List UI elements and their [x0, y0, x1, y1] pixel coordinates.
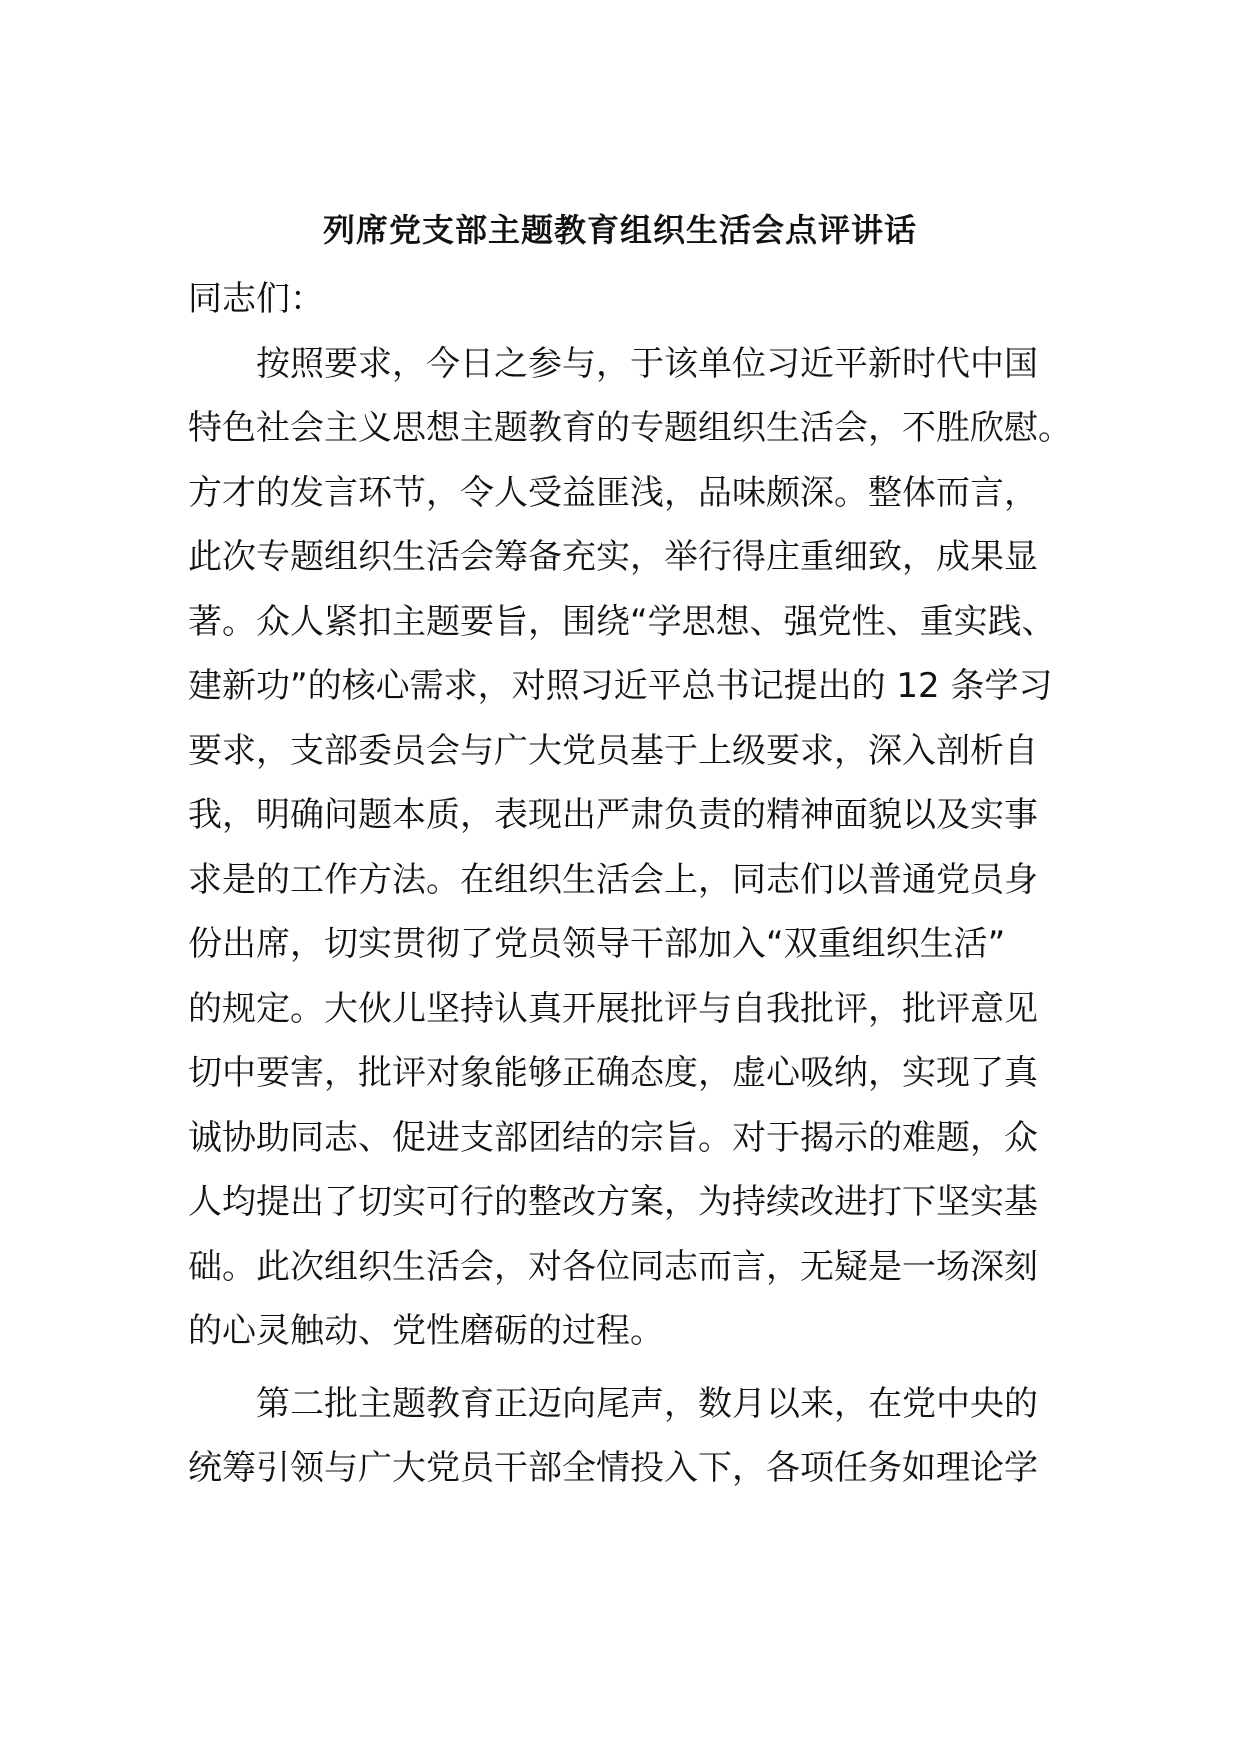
- document-body: [188, 267, 1072, 1501]
- paragraph-1: [188, 332, 1072, 1364]
- paragraph-line: 统筹引领与广大党员干部全情投入下，各项任务如理论学: [188, 1448, 1038, 1488]
- paragraph-line: 诚协助同志、促进支部团结的宗旨。对于揭示的难题，众: [188, 1117, 1038, 1158]
- paragraph-line: 特色社会主义思想主题教育的专题组织生活会，不胜欣慰。: [188, 408, 1072, 448]
- paragraph-2: [188, 1372, 1060, 1501]
- paragraph-line: 份出席，切实贯彻了党员领导干部加入“双重组织生活”: [188, 924, 1006, 964]
- paragraph-line: 的规定。大伙儿坚持认真开展批评与自我批评，批评意见: [188, 988, 1038, 1029]
- document-title: 列席党支部主题教育组织生活会点评讲话: [322, 211, 917, 249]
- paragraph-line: 切中要害，批评对象能够正确态度，虚心吸纳，实现了真: [188, 1053, 1038, 1093]
- paragraph-line: 方才的发言环节，令人受益匪浅，品味颇深。整体而言，: [188, 472, 1038, 513]
- paragraph-line: 按照要求，今日之参与，于该单位习近平新时代中国: [256, 343, 1038, 384]
- paragraph-line: 求是的工作方法。在组织生活会上，同志们以普通党员身: [188, 859, 1038, 900]
- paragraph-line: 建新功”的核心需求，对照习近平总书记提出的 12 条学习: [188, 666, 1053, 706]
- paragraph-line: 第二批主题教育正迈向尾声，数月以来，在党中央的: [256, 1383, 1038, 1424]
- salutation: 同志们：: [188, 279, 324, 319]
- paragraph-line: 人均提出了切实可行的整改方案，为持续改进打下坚实基: [188, 1182, 1038, 1222]
- paragraph-line: 著。众人紧扣主题要旨，围绕“学思想、强党性、重实践、: [188, 601, 1056, 642]
- paragraph-line: 础。此次组织生活会，对各位同志而言，无疑是一场深刻: [188, 1246, 1038, 1287]
- paragraph-line: 我，明确问题本质，表现出严肃负责的精神面貌以及实事: [188, 795, 1038, 835]
- paragraph-line: 此次专题组织生活会筹备充实，举行得庄重细致，成果显: [188, 537, 1038, 577]
- paragraph-line: 的心灵触动、党性磨砺的过程。: [188, 1311, 664, 1351]
- paragraph-line: 要求，支部委员会与广大党员基于上级要求，深入剖析自: [188, 730, 1038, 771]
